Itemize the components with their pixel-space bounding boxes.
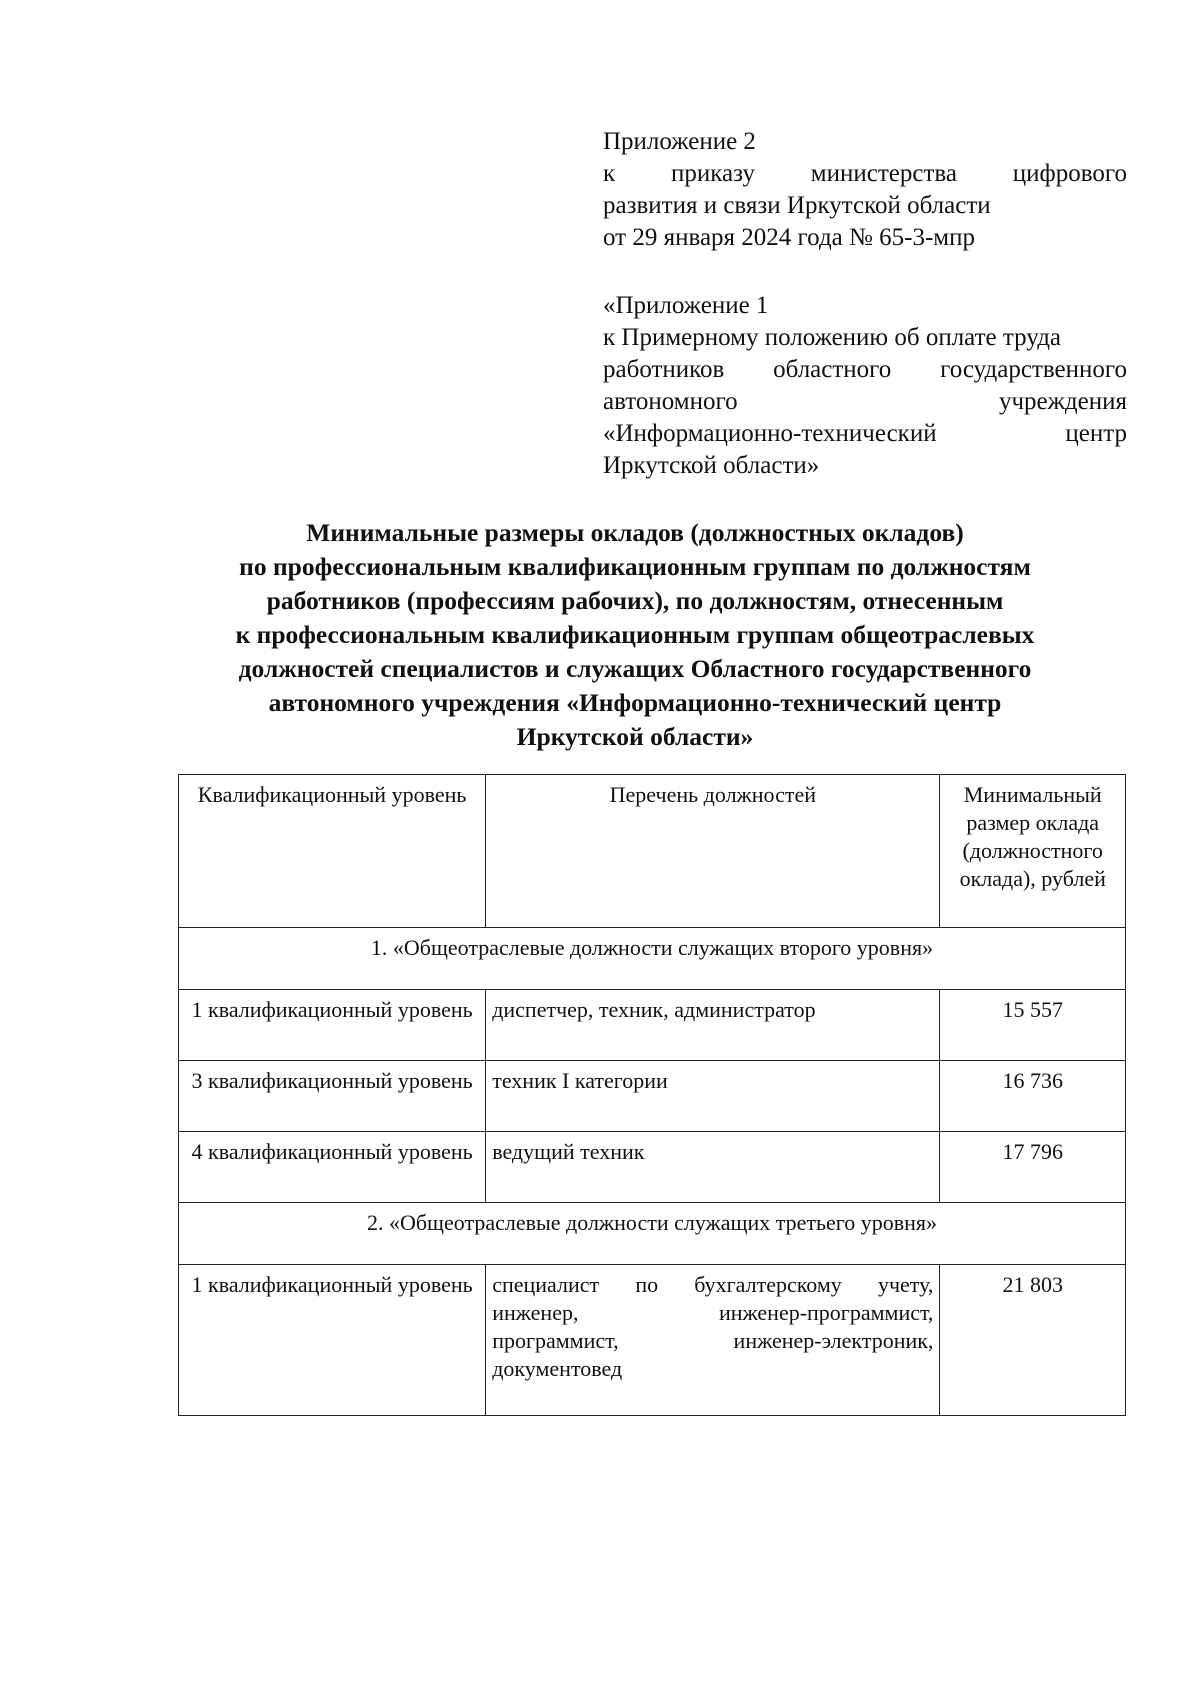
cell-level: 1 квалификационный уровень [179, 990, 486, 1061]
table-row [179, 1132, 1126, 1203]
appendix-1-line: автономного учреждения [603, 388, 1127, 415]
appendix-1-line: работников областного государственного [603, 356, 1127, 383]
positions-line: программист, инженер-электроник, [492, 1328, 934, 1353]
cell-positions: ведущий техник [486, 1132, 940, 1203]
header-positions: Перечень должностей [486, 775, 940, 928]
appendix-1-line: «Приложение 1 [603, 292, 769, 319]
section-row [179, 928, 1126, 990]
title-line: Иркутской области» [516, 722, 754, 751]
table-row [179, 1061, 1126, 1132]
cell-level: 1 квалификационный уровень [179, 1265, 486, 1416]
section-row [179, 1203, 1126, 1265]
appendix-2-header [603, 126, 1127, 254]
appendix-1-line: Иркутской области» [603, 452, 820, 479]
title-line: должностей специалистов и служащих Областного государственного [238, 654, 1032, 683]
appendix-1-line: к Примерному положению об оплате труда [603, 324, 1062, 351]
title-line: к профессиональным квалификационным группам общеотраслевых [235, 620, 1035, 649]
cell-level: 3 квалификационный уровень [179, 1061, 486, 1132]
positions-line: инженер, инженер-программист, [492, 1300, 934, 1325]
appendix-2-line: от 29 января 2024 года № 65-3-мпр [603, 224, 975, 251]
document-title [160, 516, 1110, 754]
title-line: по профессиональным квалификационным группам по должностям [239, 552, 1031, 581]
cell-salary: 21 803 [940, 1265, 1126, 1416]
title-line: автономного учреждения «Информационно-технический центр [268, 688, 1002, 717]
positions-line: документовед [492, 1356, 623, 1381]
cell-level: 4 квалификационный уровень [179, 1132, 486, 1203]
salary-table [178, 774, 1126, 1416]
header-salary: Минимальный размер оклада (должностного оклада), рублей [940, 775, 1126, 928]
appendix-1-line: «Информационно-технический центр [603, 420, 1127, 447]
table-row [179, 1265, 1126, 1416]
positions-line: специалист по бухгалтерскому учету, [492, 1272, 934, 1297]
appendix-2-line: Приложение 2 [603, 128, 756, 155]
cell-positions: техник I категории [486, 1061, 940, 1132]
cell-salary: 17 796 [940, 1132, 1126, 1203]
title-line: Минимальные размеры окладов (должностных окладов) [306, 518, 964, 547]
title-line: работников (профессиям рабочих), по должностям, отнесенным [266, 586, 1004, 615]
section-title: 2. «Общеотраслевые должности служащих третьего уровня» [179, 1203, 1126, 1265]
section-title: 1. «Общеотраслевые должности служащих второго уровня» [179, 928, 1126, 990]
appendix-1-header [603, 290, 1127, 482]
cell-positions: диспетчер, техник, администратор [486, 990, 940, 1061]
appendix-2-line: развития и связи Иркутской области [603, 192, 991, 219]
appendix-2-line: к приказу министерства цифрового [603, 160, 1127, 187]
cell-salary: 16 736 [940, 1061, 1126, 1132]
table-header-row [179, 775, 1126, 928]
header-level: Квалификационный уровень [179, 775, 486, 928]
cell-salary: 15 557 [940, 990, 1126, 1061]
cell-positions [486, 1265, 940, 1416]
table-row [179, 990, 1126, 1061]
